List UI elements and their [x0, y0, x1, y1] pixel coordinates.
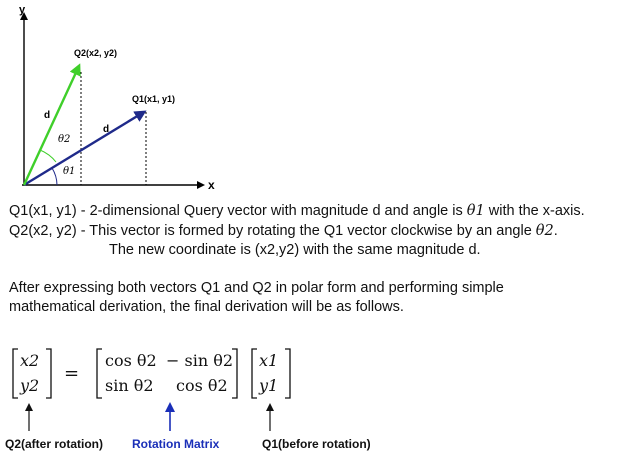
matrix-r1c1: cos θ2	[105, 351, 157, 370]
theta2-symbol: θ2	[535, 223, 554, 239]
rhs-x1: x1	[259, 351, 279, 370]
vector-diagram	[0, 0, 260, 200]
caption-rotation-matrix: Rotation Matrix	[132, 437, 220, 451]
q1-definition-tail: with the x-axis.	[484, 203, 585, 219]
q2-magnitude-label: d	[44, 110, 51, 121]
q1-definition-text: Q1(x1, y1) - 2-dimensional Query vector with magnitude d and angle is	[9, 203, 467, 219]
summary-line-1: After expressing both vectors Q1 and Q2 in polar form and performing simple	[9, 280, 504, 296]
matrix-r2c1: sin θ2	[105, 376, 154, 395]
lhs-y2: y2	[20, 376, 40, 395]
q2-label: Q2(x2, y2)	[74, 48, 118, 58]
theta2-label: θ2	[58, 134, 71, 145]
q2-definition-line-2: The new coordinate is (x2,y2) with the same magnitude d.	[109, 242, 481, 258]
x-axis-label: x	[208, 178, 215, 192]
q2-definition	[9, 222, 558, 241]
caption-rhs: Q1(before rotation)	[262, 437, 371, 451]
theta2-arc	[40, 150, 56, 162]
caption-lhs: Q2(after rotation)	[5, 437, 104, 451]
rhs-y1: y1	[259, 376, 279, 395]
theta1-label: θ1	[63, 166, 76, 177]
matrix-r2c2: cos θ2	[176, 376, 228, 395]
summary-line-2: mathematical derivation, the final derivation will be as follows.	[9, 299, 404, 315]
matrix-r1c2: − sin θ2	[166, 351, 234, 370]
y-axis-label: y	[19, 4, 26, 16]
q1-label: Q1(x1, y1)	[132, 94, 176, 104]
equals-sign: =	[64, 363, 80, 384]
lhs-x2: x2	[20, 351, 40, 370]
q2-definition-tail: .	[553, 223, 558, 239]
theta1-arc	[52, 168, 57, 185]
q1-magnitude-label: d	[103, 124, 110, 135]
q1-definition	[9, 202, 585, 221]
q2-definition-text: Q2(x2, y2) - This vector is formed by rotating the Q1 vector clockwise by an angle	[9, 223, 536, 239]
theta1-symbol: θ1	[466, 203, 485, 219]
